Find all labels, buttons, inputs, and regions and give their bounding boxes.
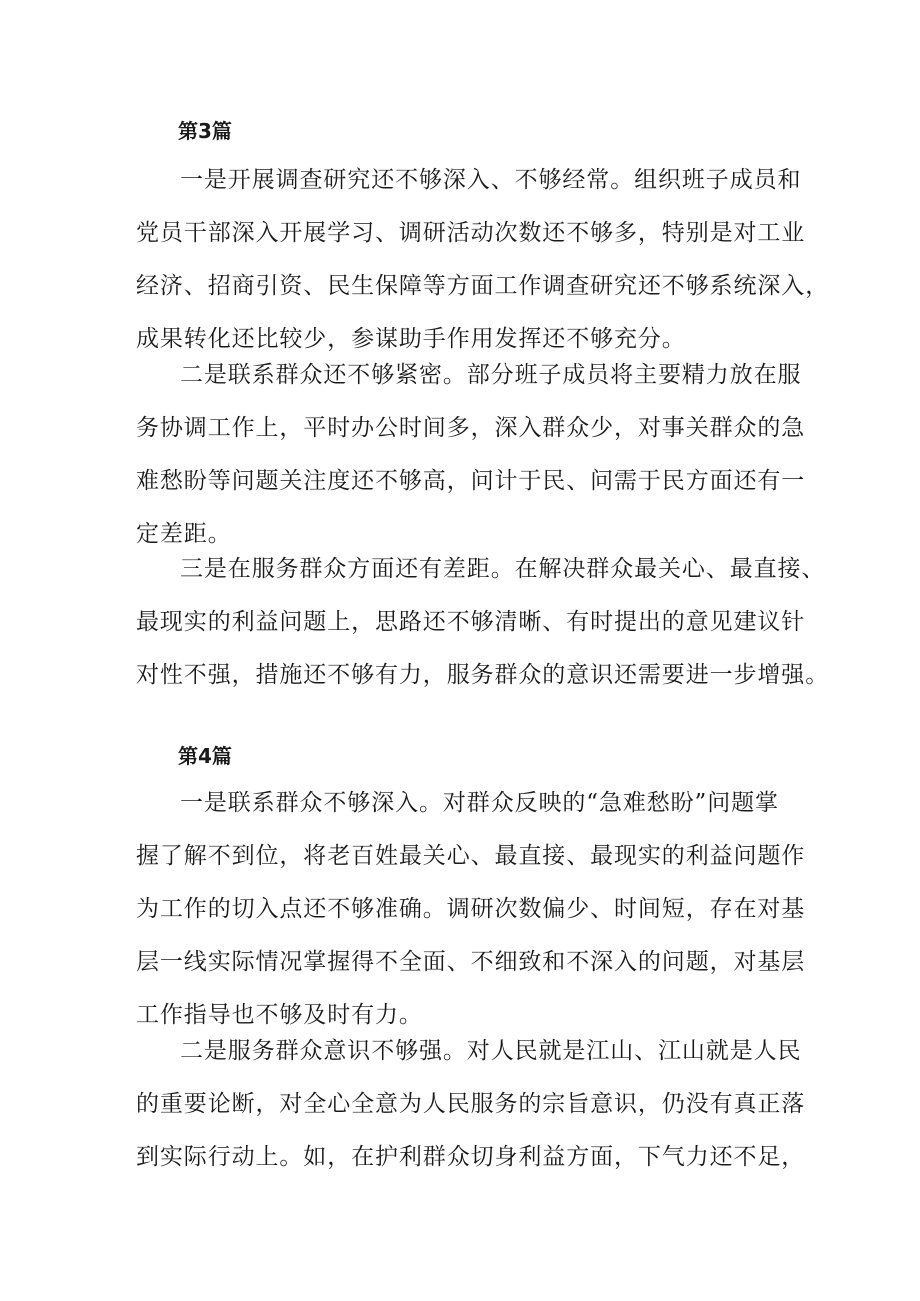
paragraph-3-3 — [136, 543, 830, 702]
paragraph-3-2 — [136, 349, 806, 561]
text-line: 到实际行动上。如，在护利群众切身利益方面，下气力还不足， — [136, 1144, 806, 1170]
section-title-4: 第4篇 — [178, 744, 232, 768]
paragraph-4-1 — [136, 777, 806, 1042]
text-line: 一是开展调查研究还不够深入、不够经常。组织班子成员和 — [180, 167, 802, 193]
text-line: 最现实的利益问题上，思路还不够清晰、有时提出的意见建议针 — [136, 609, 806, 635]
text-line: 工作指导也不够及时有力。 — [136, 1002, 423, 1028]
text-line: 的重要论断，对全心全意为人民服务的宗旨意识，仍没有真正落 — [136, 1091, 806, 1117]
text-line: 成果转化还比较少，参谋助手作用发挥还不够充分。 — [136, 326, 686, 352]
section-title-3: 第3篇 — [178, 119, 232, 143]
text-line: 为工作的切入点还不够准确。调研次数偏少、时间短，存在对基 — [136, 896, 806, 922]
text-line: 三是在服务群众方面还有差距。在解决群众最关心、最直接、 — [180, 556, 826, 582]
text-line: 经济、招商引资、民生保障等方面工作调查研究还不够系统深入， — [136, 273, 830, 299]
text-line: 党员干部深入开展学习、调研活动次数还不够多，特别是对工业 — [136, 220, 806, 246]
text-line: 难愁盼等问题关注度还不够高，问计于民、问需于民方面还有一 — [136, 468, 806, 494]
text-line: 二是联系群众还不够紧密。部分班子成员将主要精力放在服 — [180, 362, 802, 388]
text-line: 定差距。 — [136, 521, 232, 547]
paragraph-3-1 — [136, 154, 830, 366]
text-line: 务协调工作上，平时办公时间多，深入群众少，对事关群众的急 — [136, 415, 806, 441]
text-line: 一是联系群众不够深入。对群众反映的“急难愁盼”问题掌 — [180, 790, 779, 816]
paragraph-4-2 — [136, 1025, 806, 1184]
text-line: 层一线实际情况掌握得不全面、不细致和不深入的问题，对基层 — [136, 949, 806, 975]
text-line: 二是服务群众意识不够强。对人民就是江山、江山就是人民 — [180, 1038, 802, 1064]
text-line: 对性不强，措施还不够有力，服务群众的意识还需要进一步增强。 — [136, 662, 830, 688]
text-line: 握了解不到位，将老百姓最关心、最直接、最现实的利益问题作 — [136, 843, 806, 869]
